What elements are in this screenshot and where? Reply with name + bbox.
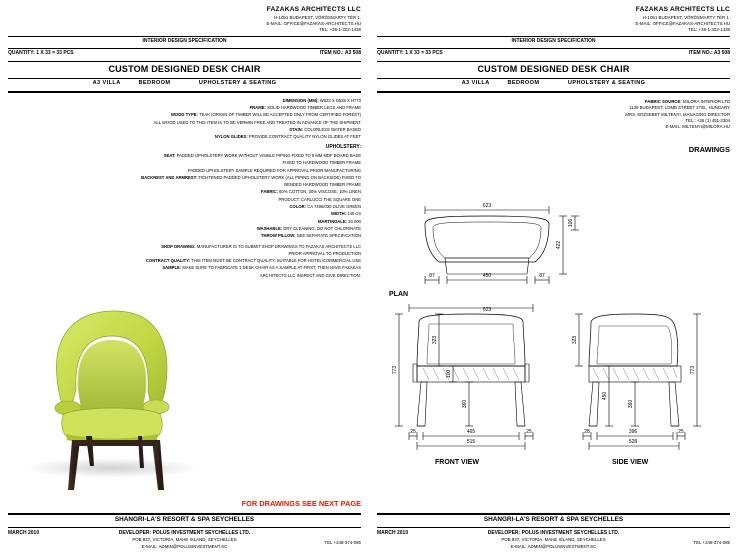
document-header bbox=[8, 6, 361, 33]
wood-treatment-note: ALL WOOD USED TO THIS ITEM IS TO BE VERMIN FREE AND TREATED IN ADVANCE OF THE SHIPMENT bbox=[153, 119, 361, 125]
throwpillow-label: THROW PILLOW: bbox=[261, 233, 296, 239]
document-header-2 bbox=[377, 6, 730, 33]
firm-name-2: FAZAKAS ARCHITECTS LLC bbox=[635, 6, 730, 13]
page-title-2: CUSTOM DESIGNED DESK CHAIR bbox=[477, 63, 630, 74]
front-back-height-text: 323 bbox=[432, 335, 438, 345]
fabric-source-label: FABRIC SOURCE: bbox=[644, 98, 682, 104]
fabric-product: PRODUCT: CARLUCCI THE SQUARE ONE bbox=[278, 196, 361, 202]
plan-width-text: 623 bbox=[482, 203, 492, 209]
villa-label-2: A3 VILLA bbox=[461, 79, 490, 86]
front-seat-height-text: 360 bbox=[462, 399, 468, 409]
firm-tel: TEL: +36-1-302-1438 bbox=[319, 26, 361, 32]
developer-name: DEVELOPER: POLUS INVESTMENT SEYCHELLES LTD. bbox=[118, 530, 251, 536]
developer-email-2: E-MAIL: ADMIN@POLUSINVESTMENT.SC bbox=[510, 543, 597, 549]
firm-tel-2: TEL: +36-1-302-1438 bbox=[688, 26, 730, 32]
developer-address: POB 837, VICTORIA, MAHE ISLAND, SEYCHELLES bbox=[132, 537, 237, 543]
dimension-label: DIMENSION (MM): bbox=[282, 97, 319, 103]
front-foot-left-text: 25 bbox=[410, 429, 416, 435]
shopdrawing-value-2: PRIOR APPROVAL TO PRODUCTION bbox=[288, 250, 361, 256]
side-total-height-text: 773 bbox=[690, 365, 696, 375]
backrest-label: BACKREST AND ARMREST: bbox=[141, 174, 198, 180]
sample-label: SAMPLE: bbox=[162, 265, 182, 271]
front-width-text: 623 bbox=[482, 307, 492, 313]
plan-side-a-text: 87 bbox=[429, 273, 435, 279]
plan-depth-text: 422 bbox=[556, 240, 562, 250]
drawings-area bbox=[377, 196, 730, 486]
front-view-label: FRONT VIEW bbox=[435, 459, 479, 466]
firm-address-2: H-1051 BUDAPEST, VÖRÖSMARTY TÉR 1. bbox=[642, 14, 730, 20]
room-label: BEDROOM bbox=[138, 79, 171, 86]
section-title: INTERIOR DESIGN SPECIFICATION bbox=[142, 37, 227, 44]
developer-tel-2: TEL +248-374-085 bbox=[693, 540, 730, 545]
firm-address: H-1051 BUDAPEST, VÖRÖSMARTY TÉR 1. bbox=[273, 14, 361, 20]
seat-value: PADDED UPHOLSTERY WORK WITHOUT VISIBLE PIPING FIXED TO 9 MM MDF BOARD BASE bbox=[176, 152, 361, 158]
front-arm-height-text: 100 bbox=[446, 369, 452, 379]
quantity-label-2: QUANTITY: 1 X 33 = 33 PCS bbox=[377, 50, 443, 57]
project-name: SHANGRI-LA'S RESORT & SPA SEYCHELLES bbox=[114, 516, 255, 523]
side-back-height-text: 323 bbox=[572, 335, 578, 345]
footer-right bbox=[377, 510, 730, 550]
shopdrawing-value: MANUFACTURER IS TO SUBMIT SHOP DRAWINGS TO FAZAKAS ARCHITECTS LLC bbox=[196, 243, 361, 249]
location-band bbox=[8, 79, 361, 88]
width-value: 140 cm bbox=[347, 211, 361, 217]
woodtype-value: TEAK (ORIGIN OF TIMBER WILL BE ACCEPTED ONLY FROM CERTIFIED FOREST) bbox=[199, 112, 361, 118]
chair-shadow bbox=[22, 458, 202, 478]
stain-label: STAIN: bbox=[289, 126, 304, 132]
backrest-value-2: BENDED HARDWOOD TIMBER FRAME bbox=[284, 182, 361, 188]
quantity-item-band-2 bbox=[377, 49, 730, 58]
specification-body bbox=[8, 98, 361, 279]
fabric-source-value: MILORA INTERIOR LTD bbox=[683, 98, 730, 104]
frame-label: FRAME: bbox=[249, 105, 266, 110]
side-mid-height-text: 450 bbox=[602, 391, 608, 401]
developer-name-2: DEVELOPER: POLUS INVESTMENT SEYCHELLES LTD. bbox=[487, 530, 620, 536]
dimension-value: W623 X D528 X H773 bbox=[319, 97, 361, 103]
contractquality-value: THIS ITEM MUST BE CONTRACT QUALITY, SUITABLE FOR HOTEL/COMMERCIAL USE bbox=[191, 258, 361, 264]
supplier-address: 1139 BUDAPEST, LOMB STREET 27/B., HUNGARY bbox=[629, 105, 730, 111]
firm-name: FAZAKAS ARCHITECTS LLC bbox=[266, 6, 361, 13]
footer-left bbox=[8, 510, 361, 550]
issue-date: MARCH 2010 bbox=[8, 530, 40, 536]
quantity-item-band bbox=[8, 49, 361, 58]
contractquality-label: CONTRACT QUALITY: bbox=[145, 258, 191, 264]
drawings-heading: DRAWINGS bbox=[688, 144, 730, 154]
martindale-label: MARTINDALE: bbox=[317, 218, 348, 224]
woodtype-label: WOOD TYPE: bbox=[170, 112, 198, 118]
upholstery-header: UPHOLSTERY: bbox=[325, 144, 361, 151]
side-seat-height-text: 360 bbox=[628, 399, 634, 409]
color-value: CA 7496/030 OLIVE GREEN bbox=[307, 204, 361, 210]
technical-drawings bbox=[377, 196, 730, 486]
upholstery-sample-note: PADDED UPHOLSTERY SAMPLE REQUIRED FOR APPROVAL PRIOR MANUFACTURING bbox=[187, 167, 361, 173]
room-label-2: BEDROOM bbox=[507, 79, 540, 86]
project-name-2: SHANGRI-LA'S RESORT & SPA SEYCHELLES bbox=[483, 516, 624, 523]
glides-label: NYLON GLIDES: bbox=[214, 134, 248, 140]
page-title: CUSTOM DESIGNED DESK CHAIR bbox=[108, 63, 261, 74]
washable-label: WASHABLE: bbox=[256, 225, 283, 231]
side-depth-total-text: 528 bbox=[628, 439, 638, 445]
color-label: COLOR: bbox=[289, 204, 307, 210]
frame-value: SOLID HARDWOOD TIMBER LEGS AND FRAME bbox=[267, 105, 361, 110]
quantity-label: QUANTITY: 1 X 33 = 33 PCS bbox=[8, 50, 74, 57]
developer-address-2: POB 837, VICTORIA, MAHE ISLAND, SEYCHELLES bbox=[501, 537, 606, 543]
washable-value: DRY CLEANING, DO NOT CHLORINATE bbox=[283, 225, 361, 231]
front-foot-right-text: 25 bbox=[526, 429, 532, 435]
glides-value: PROVIDE CONTRACT QUALITY NYLON GLIDES AT FEET bbox=[248, 134, 361, 140]
fabric-value: 60% COTTON, 30% VISCOSE, 10% LINEN bbox=[279, 189, 361, 195]
plan-back-depth-text: 106 bbox=[568, 218, 574, 228]
front-overall-width-text: 515 bbox=[466, 439, 476, 445]
fabric-source-block bbox=[377, 99, 730, 131]
seat-label: SEAT: bbox=[163, 152, 176, 158]
seat-value-2: FIXED TO HARDWOOD TIMBER FRAME bbox=[282, 160, 361, 166]
width-label: WIDTH: bbox=[330, 211, 347, 217]
supplier-tel: TEL.: +36 (1) 451-3304 bbox=[685, 118, 730, 124]
side-foot-front-text: 28 bbox=[584, 429, 590, 435]
chair-photo bbox=[12, 290, 212, 495]
fabric-label: FABRIC: bbox=[261, 189, 278, 195]
issue-date-2: MARCH 2010 bbox=[377, 530, 409, 536]
firm-email: E-MAIL: OFFICE@FAZAKAS-ARCHITECTS.HU bbox=[266, 20, 361, 26]
see-next-page-note: FOR DRAWINGS SEE NEXT PAGE bbox=[241, 499, 361, 508]
supplier-email: E-MAIL: MILTENYI@MILORA.HU bbox=[665, 124, 730, 130]
side-foot-back-text: 25 bbox=[678, 429, 684, 435]
plan-inner-width-text: 450 bbox=[482, 273, 492, 279]
martindale-value: 20.000 bbox=[348, 218, 361, 224]
side-depth-inner-text: 396 bbox=[628, 429, 638, 435]
plan-label: PLAN bbox=[389, 291, 409, 298]
throwpillow-value: SEE SEPARATE SPECIFICATION bbox=[296, 233, 361, 239]
developer-email: E-MAIL: ADMIN@POLUSINVESTMENT.SC bbox=[141, 543, 228, 549]
backrest-value: TIGHTENED PADDED UPHOLSTERY WORK (ALL PIPING ON BACKSIDE) FIXED TO bbox=[198, 174, 361, 180]
section-title-2: INTERIOR DESIGN SPECIFICATION bbox=[511, 37, 596, 44]
front-inner-width-text: 465 bbox=[466, 429, 476, 435]
supplier-contact: MRS. ERZSEBET MILTENYI, MANAGING DIRECTOR bbox=[625, 111, 730, 117]
developer-tel: TEL +248-374-085 bbox=[324, 540, 361, 545]
sheet-right bbox=[369, 0, 738, 554]
villa-label: A3 VILLA bbox=[92, 79, 121, 86]
category-label-2: UPHOLSTERY & SEATING bbox=[567, 79, 646, 86]
firm-email-2: E-MAIL: OFFICE@FAZAKAS-ARCHITECTS.HU bbox=[635, 20, 730, 26]
side-view-label: SIDE VIEW bbox=[612, 459, 649, 466]
plan-side-b-text: 87 bbox=[539, 273, 545, 279]
sample-value-2: ARCHITECTS LLC INSPECT AND GIVE DIRECTION. bbox=[259, 272, 361, 278]
category-label: UPHOLSTERY & SEATING bbox=[198, 79, 277, 86]
location-band-2 bbox=[377, 79, 730, 88]
shopdrawing-label: SHOP DRAWING: bbox=[161, 243, 196, 249]
item-number: ITEM NO.: A3 508 bbox=[319, 50, 361, 57]
stain-value: COLORLESS WATER BASED bbox=[304, 126, 361, 132]
front-total-height-text: 773 bbox=[392, 365, 398, 375]
sample-value: MAKE SURE TO FABRICATE 1 DESK CHAIR AS A SAMPLE AT FIRST, THEN HAVE FAZAKAS bbox=[182, 265, 361, 271]
item-number-2: ITEM NO.: A3 508 bbox=[688, 50, 730, 57]
